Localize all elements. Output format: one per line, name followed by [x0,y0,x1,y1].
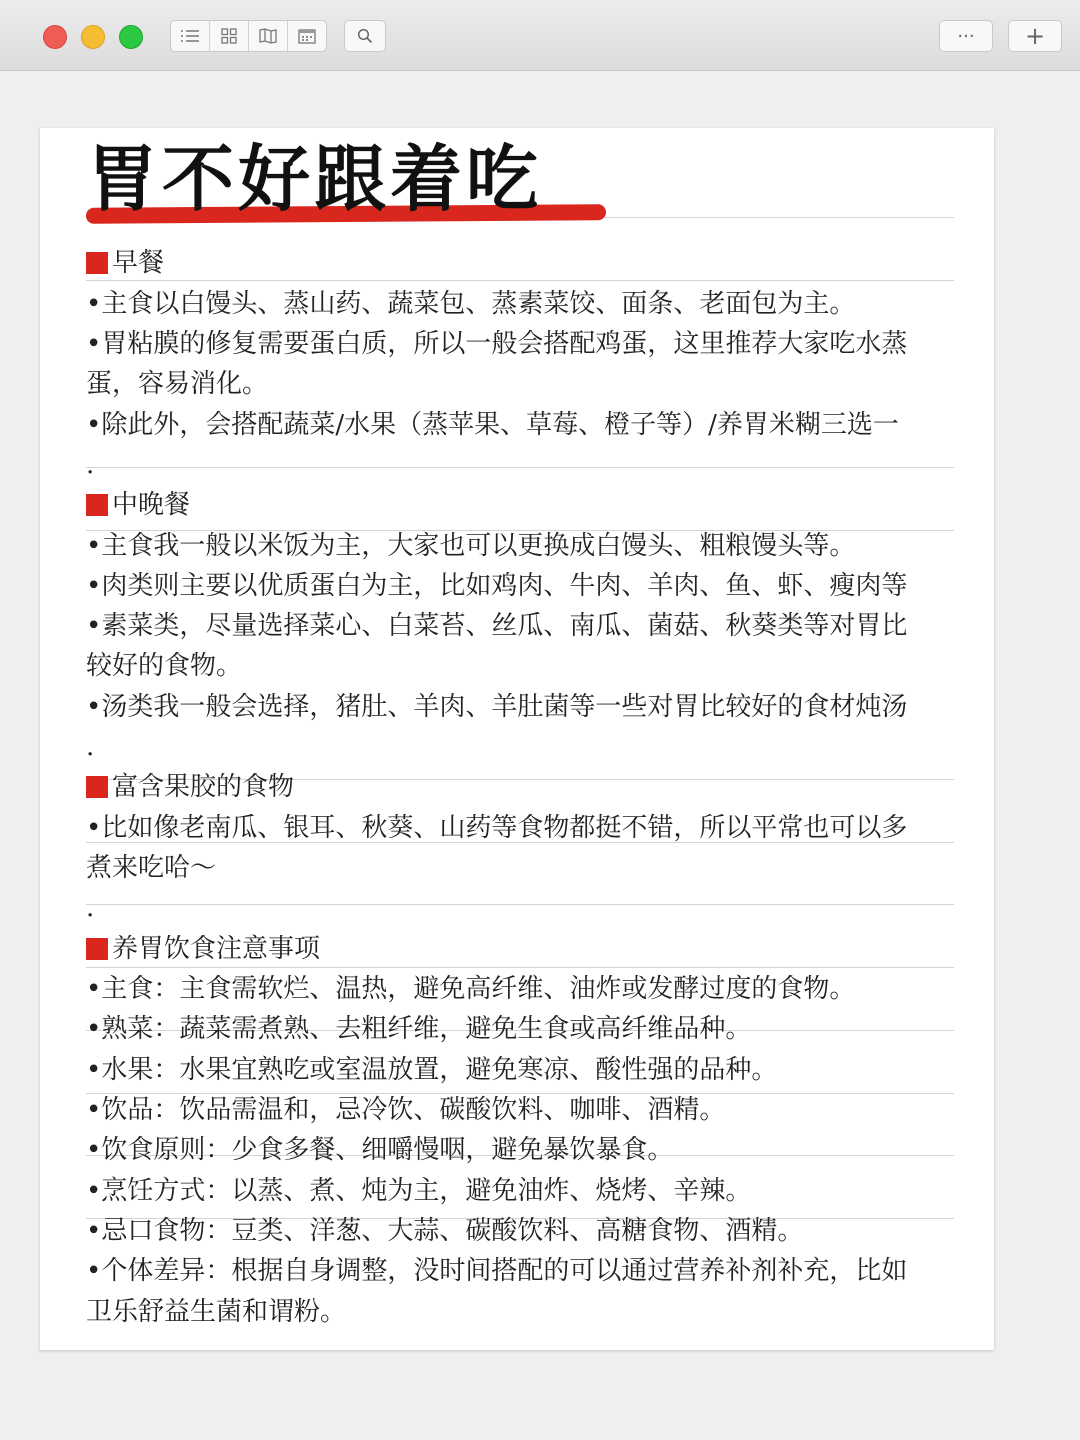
section-heading-pectin-foods: 富含果胶的食物 [86,767,986,807]
note-line: •主食我一般以米饭为主，大家也可以更换成白馒头、粗粮馒头等。 [86,531,856,561]
section-heading-diet-notes: 养胃饮食注意事项 [86,929,986,969]
note-line: 蛋，容易消化。 [86,369,269,399]
note-line: •主食以白馒头、蒸山药、蔬菜包、蒸素菜饺、面条、老面包为主。 [86,289,856,319]
note-line: •汤类我一般会选择，猪肚、羊肉、羊肚菌等一些对胃比较好的食材炖汤 [86,692,908,722]
note-title: 胃不好跟着吃 [86,137,543,221]
note-line: 较好的食物。 [86,651,243,681]
note-line: •烹饪方式：以蒸、煮、炖为主，避免油炸、烧烤、辛辣。 [86,1176,752,1206]
note-line: •肉类则主要以优质蛋白为主，比如鸡肉、牛肉、羊肉、鱼、虾、瘦肉等 [86,571,908,601]
note-line: •水果：水果宜熟吃或室温放置，避免寒凉、酸性强的品种。 [86,1055,778,1085]
section-heading-breakfast: 早餐 [86,243,986,283]
red-square-bullet [86,776,108,798]
more-options-button[interactable]: ··· [939,20,993,52]
calendar-icon [298,28,316,44]
note-line: •主食：主食需软烂、温热，避免高纤维、油炸或发酵过度的食物。 [86,974,856,1004]
search-button[interactable] [344,20,386,52]
calendar-view-button[interactable] [288,21,326,51]
view-mode-segment [170,20,327,52]
list-icon [181,29,199,43]
window-titlebar [0,0,1080,71]
note-page[interactable] [40,128,994,1350]
note-line: 煮来吃哈～ [86,853,217,883]
add-note-button[interactable]: + [1008,20,1062,52]
list-view-button[interactable] [171,21,210,51]
red-square-bullet [86,938,108,960]
note-line: . [86,893,95,923]
note-line: 卫乐舒益生菌和谓粉。 [86,1297,347,1327]
grid-icon [221,28,237,44]
note-line: . [86,450,95,480]
note-line: •除此外，会搭配蔬菜/水果（蒸苹果、草莓、橙子等）/养胃米糊三选一 [86,410,899,440]
red-square-bullet [86,494,108,516]
note-line: •个体差异：根据自身调整，没时间搭配的可以通过营养补剂补充，比如 [86,1256,908,1286]
book-icon [259,28,277,44]
note-line: •素菜类，尽量选择菜心、白菜苔、丝瓜、南瓜、菌菇、秋葵类等对胃比 [86,611,908,641]
section-heading-lunch-dinner: 中晚餐 [86,485,986,525]
note-line: •饮食原则：少食多餐、细嚼慢咽，避免暴饮暴食。 [86,1135,674,1165]
red-square-bullet [86,252,108,274]
note-line: •熟菜：蔬菜需煮熟、去粗纤维，避免生食或高纤维品种。 [86,1014,752,1044]
close-window-button[interactable] [43,25,67,49]
book-view-button[interactable] [249,21,288,51]
minimize-window-button[interactable] [81,25,105,49]
note-line: . [86,732,95,762]
note-line: •胃粘膜的修复需要蛋白质，所以一般会搭配鸡蛋，这里推荐大家吃水蒸 [86,329,908,359]
note-line: •比如像老南瓜、银耳、秋葵、山药等食物都挺不错，所以平常也可以多 [86,813,908,843]
zoom-window-button[interactable] [119,25,143,49]
search-icon [357,28,373,44]
grid-view-button[interactable] [210,21,249,51]
note-line: •忌口食物：豆类、洋葱、大蒜、碳酸饮料、高糖食物、酒精。 [86,1216,804,1246]
note-line: •饮品：饮品需温和，忌冷饮、碳酸饮料、咖啡、酒精。 [86,1095,726,1125]
note-title-block [86,134,542,224]
